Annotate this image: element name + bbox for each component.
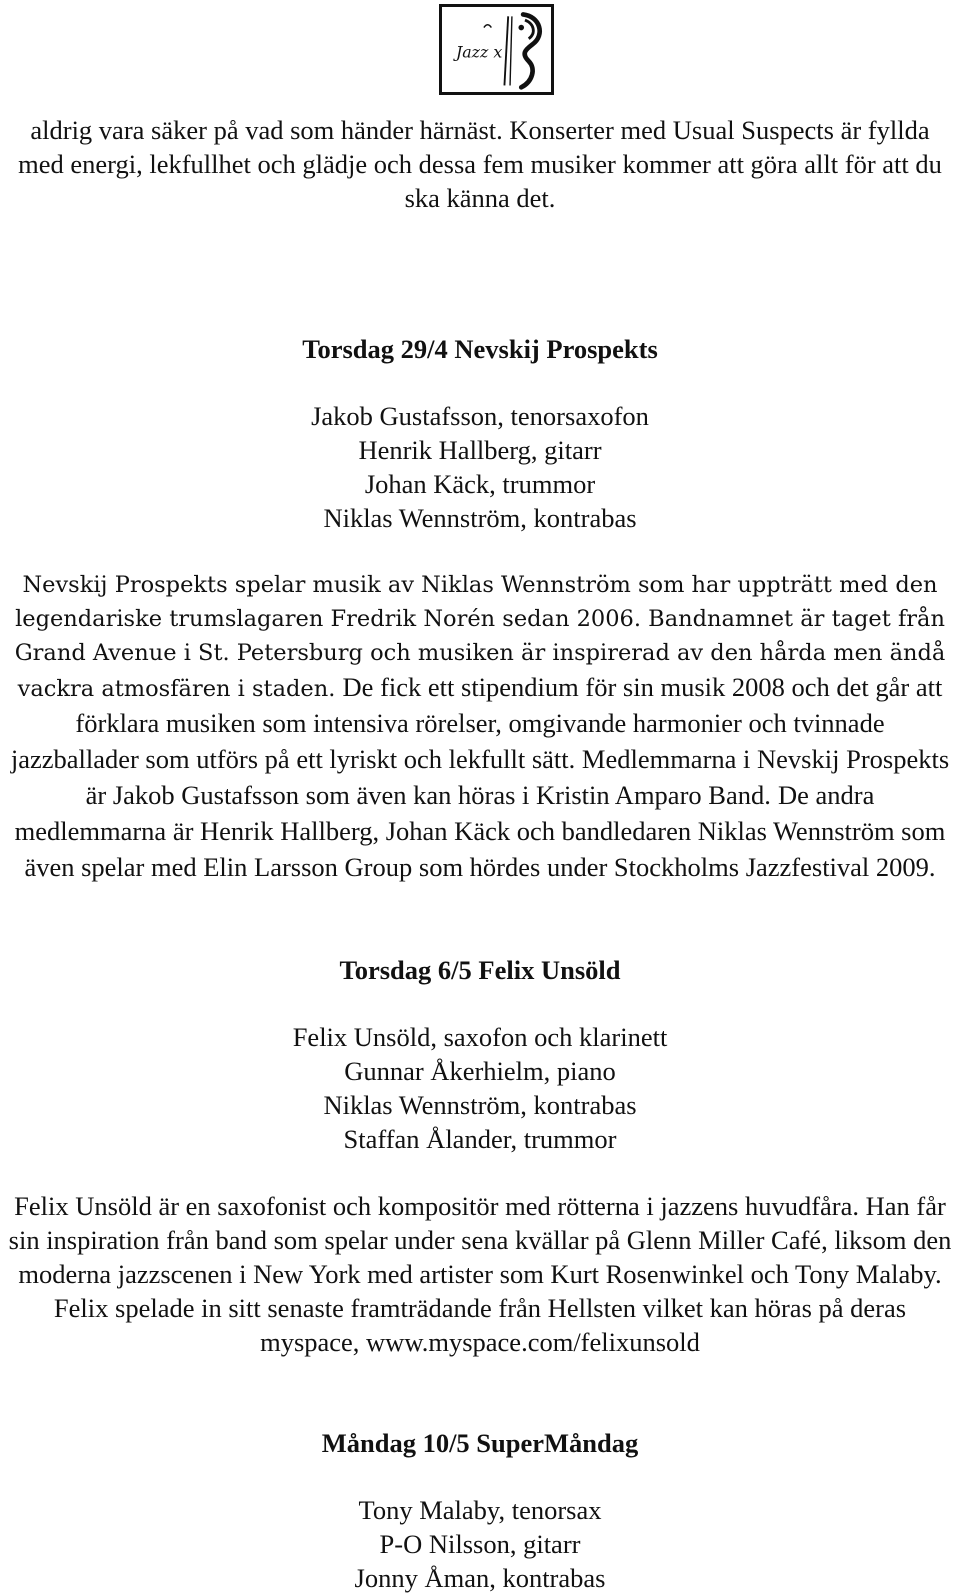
logo-text: Jazz x [455, 42, 503, 62]
jazz-double-bass-logo-icon [442, 7, 551, 92]
description-part-2: De fick ett stipendium för sin musik 2008 och det går att förklara musiken som intensiva rörelser, omgivande harmonier och tvinnade jazzballader som utförs på ett lyriskt och lekfullt sätt. Medlemmarna i Nevskij Prospekts är Jakob Gustafsson som även kan höras i Kristin Amparo Band. [10, 672, 950, 810]
lineup-item: Felix Unsöld, saxofon och klarinett [292, 1022, 668, 1052]
description-part-1: Nevskij Prospekts spelar musik av Niklas Wennström som har uppträtt med den legendariske trumslagaren Fredrik Norén sedan 2006. Bandnamnet är taget från Grand Avenue i St. Petersburg och musiken är inspirerad av den hårda men ändå vackra atmosfären i staden. [14, 572, 946, 702]
event-title: Torsdag 29/4 Nevskij Prospekts [302, 334, 658, 364]
lineup-item: Niklas Wennström, kontrabas [323, 1090, 637, 1120]
event-nevskij-prospekts [0, 332, 960, 886]
lineup-item: Tony Malaby, tenorsax [358, 1495, 602, 1525]
event-supermandag [0, 1426, 960, 1595]
lineup-item: Johan Käck, trummor [364, 469, 596, 499]
lineup-item: Gunnar Åkerhielm, piano [344, 1056, 616, 1086]
intro-paragraph: aldrig vara säker på vad som händer härnäst. Konserter med Usual Suspects är fyllda med energi, lekfullhet och glädje och dessa fem musiker kommer att göra allt för att du ska känna det. [18, 115, 942, 213]
document-body [0, 113, 960, 1595]
jazz-logo [439, 4, 554, 95]
event-felix-unsold [0, 953, 960, 1359]
event-description: Felix Unsöld är en saxofonist och kompositör med rötterna i jazzens huvudfåra. Han får sin inspiration från band som spelar under sena kvällar på Glenn Miller Café, liksom den moderna jazzscenen i New York med artister som Kurt Rosenwinkel och Tony Malaby. Felix spelade in sitt senaste framträdande från Hellsten vilket kan höras på deras myspace, www.myspace.com/felixunsold [8, 1191, 952, 1357]
lineup-item: Staffan Ålander, trummor [343, 1124, 617, 1154]
lineup-item: Jakob Gustafsson, tenorsaxofon [311, 401, 649, 431]
event-title: Måndag 10/5 SuperMåndag [321, 1428, 639, 1458]
lineup-list [0, 1020, 960, 1156]
description-part-3: De andra medlemmarna är Henrik Hallberg, Johan Käck och bandledaren Niklas Wennström som även spelar med Elin Larsson Group som hördes under Stockholms Jazzfestival 2009. [14, 780, 946, 882]
lineup-item: P-O Nilsson, gitarr [379, 1529, 581, 1559]
event-description [0, 568, 960, 886]
lineup-list [0, 399, 960, 535]
lineup-item: Niklas Wennström, kontrabas [323, 503, 637, 533]
event-title: Torsdag 6/5 Felix Unsöld [339, 955, 621, 985]
lineup-list [0, 1493, 960, 1595]
lineup-item: Henrik Hallberg, gitarr [358, 435, 602, 465]
lineup-item: Jonny Åman, kontrabas [354, 1563, 606, 1593]
